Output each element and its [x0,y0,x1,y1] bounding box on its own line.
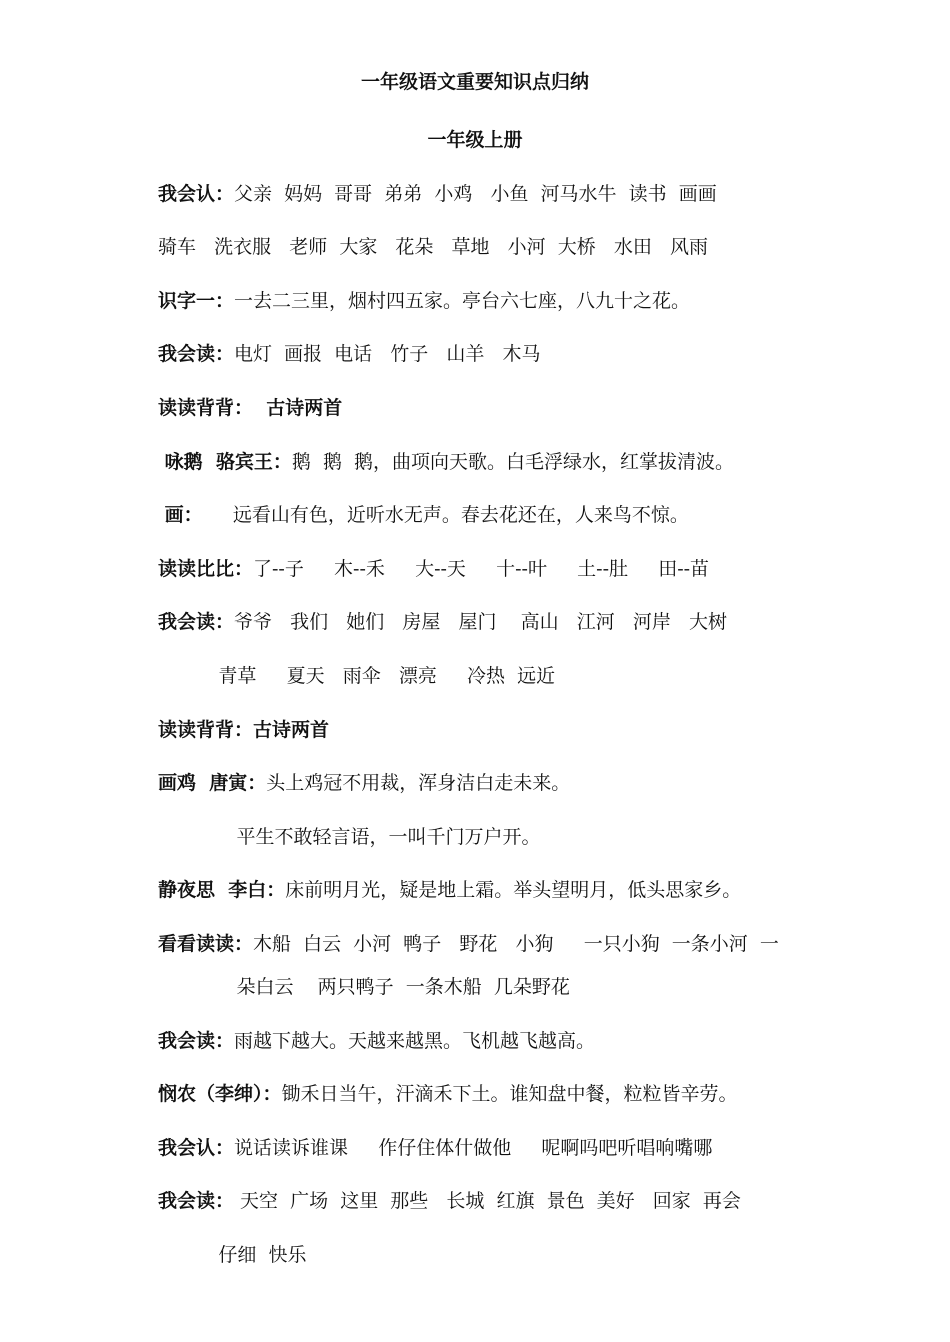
line-text: 父亲 妈妈 哥哥 弟弟 小鸡 小鱼 河马水牛 读书 画画 [234,183,717,205]
line-label: 读读背背： 古诗两首 [158,397,343,419]
text-line [158,825,541,849]
text-line [158,1189,741,1213]
text-line [158,1243,306,1267]
line-text: 天空 广场 这里 那些 长城 红旗 景色 美好 回家 再会 [234,1190,741,1212]
line-text: 电灯 画报 电话 竹子 山羊 木马 [234,343,541,365]
line-label: 咏鹅 骆宾王： [158,451,292,473]
line-label: 我会读： [158,611,235,633]
text-line [158,557,709,581]
text-line [158,664,555,688]
line-text: 朵白云 两只鸭子 一条木船 几朵野花 [158,976,570,998]
line-text: 鹅 鹅 鹅，曲项向天歌。白毛浮绿水，红掌拔清波。 [291,451,735,473]
document-subtitle: 一年级上册 [427,129,523,151]
text-line [158,718,329,742]
line-text: 头上鸡冠不用裁，浑身洁白走未来。 [266,772,571,794]
text-line [158,771,570,795]
text-line [158,450,734,474]
text-line [158,610,727,634]
line-label: 我会读： [158,1030,235,1052]
line-text: 仔细 快乐 [158,1244,307,1266]
text-line [158,396,342,420]
text-line [158,182,717,206]
line-text: 一去二三里，烟村四五家。亭台六七座，八九十之花。 [234,290,691,312]
line-label: 我会认： [158,1137,235,1159]
line-text: 远看山有色，近听水无声。春去花还在，人来鸟不惊。 [202,504,689,526]
text-line [158,342,541,366]
line-label: 我会认： [158,183,235,205]
line-label: 识字一： [158,290,235,312]
document-title: 一年级语文重要知识点归纳 [360,71,589,93]
line-text: 了--子 木--禾 大--天 十--叶 土--肚 田--苗 [253,558,710,580]
text-line [158,503,689,527]
line-label: 悯农（李绅）： [158,1083,282,1105]
line-text: 爷爷 我们 她们 房屋 屋门 高山 江河 河岸 大树 [234,611,728,633]
line-label: 看看读读： [158,933,254,955]
line-label: 静夜思 李白： [158,879,286,901]
line-text: 床前明月光，疑是地上霜。举头望明月，低头思家乡。 [285,879,742,901]
text-line [158,975,570,999]
line-text: 雨越下越大。天越来越黑。飞机越飞越高。 [234,1030,596,1052]
text-line [158,932,779,956]
line-label: 读读背背：古诗两首 [158,719,330,741]
text-line [158,1029,595,1053]
text-line [158,289,690,313]
line-text: 锄禾日当午，汗滴禾下土。谁知盘中餐，粒粒皆辛劳。 [281,1083,738,1105]
text-line [158,235,708,259]
text-line [158,878,741,902]
line-text: 说话读诉谁课 作仔住体什做他 呢啊吗吧听唱响嘴哪 [234,1137,713,1159]
line-text: 骑车 洗衣服 老师 大家 花朵 草地 小河 大桥 水田 风雨 [158,236,708,258]
text-line [158,1082,738,1106]
text-line [158,1136,712,1160]
line-text: 木船 白云 小河 鸭子 野花 小狗 一只小狗 一条小河 一 [253,933,779,955]
line-label: 读读比比： [158,558,254,580]
line-label: 我会读： [158,343,235,365]
line-label: 画鸡 唐寅： [158,772,267,794]
line-label: 我会读： [158,1190,235,1212]
line-text: 平生不敢轻言语，一叫千门万户开。 [158,826,541,848]
line-text: 青草 夏天 雨伞 漂亮 冷热 远近 [158,665,556,687]
line-label: 画： [158,504,203,526]
